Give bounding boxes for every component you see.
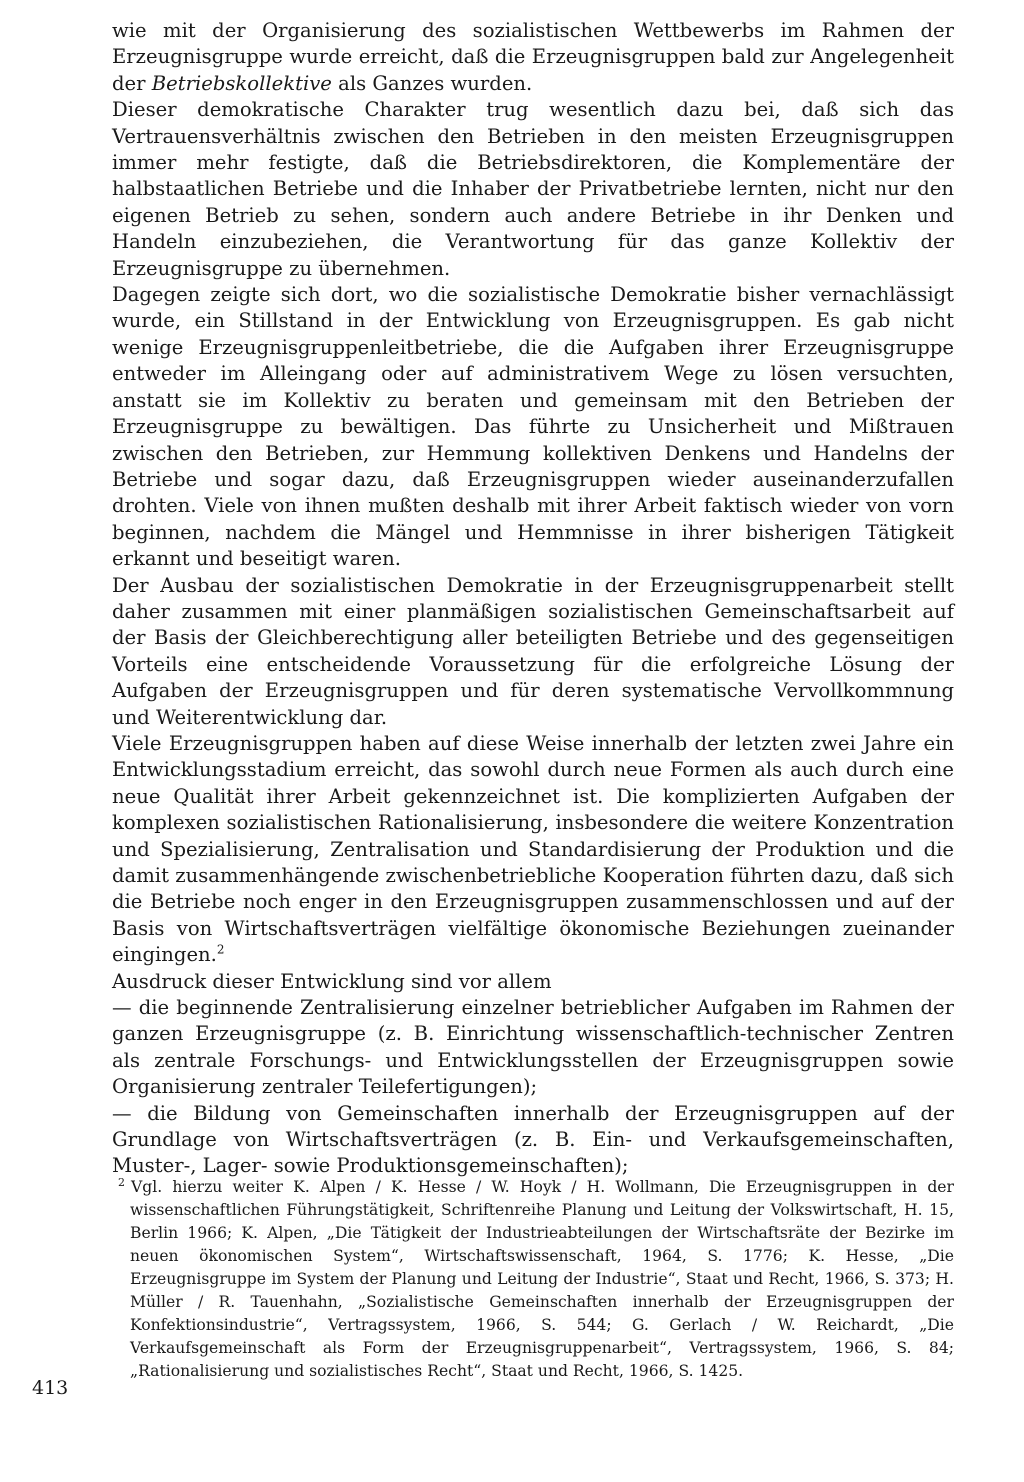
paragraph-1-text-end: als Ganzes wurden. <box>331 71 533 95</box>
footnote-number: 2 <box>118 1175 125 1189</box>
paragraph-1 <box>112 18 954 97</box>
footnote <box>112 1176 954 1383</box>
footnote-reference[interactable]: 2 <box>216 942 225 957</box>
paragraph-5 <box>112 731 954 969</box>
list-item: — die Bildung von Gemeinschaften innerhalb der Erzeugnisgruppen auf der Grundlage von Wirtschaftsverträgen (z. B. Ein- und Verkaufsgemeinschaften, Muster-, Lager- sowie Produktionsgemeinschaften); <box>112 1101 954 1178</box>
paragraph-2: Dieser demokratische Charakter trug wesentlich dazu bei, daß sich das Vertrauensverhältnis zwischen den Betrieben in den meisten Erzeugnisgruppen immer mehr festigte, daß die Betriebsdirektoren, die Komplementäre der halbstaatlichen Betriebe und die Inhaber der Privatbetriebe lernten, nicht nur den eigenen Betrieb zu sehen, sondern auch andere Betriebe in ihr Denken und Handeln einzubeziehen, die Verantwortung für das ganze Kollektiv der Erzeugnisgruppe zu übernehmen. <box>112 98 954 280</box>
footnote-text: Vgl. hierzu weiter K. Alpen / K. Hesse / W. Hoyk / H. Wollmann, Die Erzeugnisgruppen in der wissenschaftlichen Führungstätigkeit, Schriftenreihe Planung und Leitung der Volkswirtschaft, H. 15, Berlin 1966; K. Alpen, „Die Tätigkeit der Industrieabteilungen der Wirtschaftsräte der Bezirke im neuen ökonomischen System“, Wirtschaftswissenschaft, 1964, S. 1776; K. Hesse, „Die Erzeugnisgruppe im System der Planung und Leitung der Industrie“, Staat und Recht, 1966, S. 373; H. Müller / R. Tauenhahn, „Sozialistische Gemeinschaften innerhalb der Erzeugnisgruppen der Konfektionsindustrie“, Vertragssystem, 1966, S. 544; G. Gerlach / W. Reichardt, „Die Verkaufsgemeinschaft als Form der Erzeugnisgruppenarbeit“, Vertragssystem, 1966, S. 84; „Rationalisierung und sozialistisches Recht“, Staat und Recht, 1966, S. 1425. <box>130 1178 954 1380</box>
paragraph-1-text-start: wie mit der Organisierung des sozialistischen Wettbewerbs im Rahmen der Erzeugnisgruppe wurde erreicht, daß die Erzeugnisgruppen bald zur Angelegenheit der <box>112 19 954 95</box>
footnote-entry <box>112 1176 954 1383</box>
page-number: 413 <box>32 1377 69 1399</box>
paragraph-6: Ausdruck dieser Entwicklung sind vor allem <box>112 969 552 993</box>
paragraph-3: Dagegen zeigte sich dort, wo die sozialistische Demokratie bisher vernachlässigt wurde, ein Stillstand in der Entwicklung von Erzeugnisgruppen. Es gab nicht wenige Erzeugnisgruppenleitbetriebe, die die Aufgaben ihrer Erzeugnisgruppe entweder im Alleingang oder auf administrativem Wege zu lösen versuchten, anstatt sie im Kollektiv zu beraten und gemeinsam mit den Betrieben der Erzeugnisgruppe zu bewältigen. Das führte zu Unsicherheit und Mißtrauen zwischen den Betrieben, zur Hemmung kollektiven Denkens und Handelns der Betriebe und sogar dazu, daß Erzeugnisgruppen wieder auseinanderzufallen drohten. Viele von ihnen mußten deshalb mit ihrer Arbeit faktisch wieder von vorn beginnen, nachdem die Mängel und Hemmnisse in ihrer bisherigen Tätigkeit erkannt und beseitigt waren. <box>112 283 954 571</box>
paragraph-5-text: Viele Erzeugnisgruppen haben auf diese Weise innerhalb der letzten zwei Jahre ein Entwicklungsstadium erreicht, das sowohl durch neue Formen als auch durch eine neue Qualität ihrer Arbeit gekennzeichnet ist. Die komplizierten Aufgaben der komplexen sozialistischen Rationalisierung, insbesondere die weitere Konzentration und Spezialisierung, Zentralisation und Standardisierung der Produktion und die damit zusammenhängende zwischenbetriebliche Kooperation führten dazu, daß sich die Betriebe noch enger in den Erzeugnisgruppen zusammenschlossen und auf der Basis von Wirtschaftsverträgen vielfältige ökonomische Beziehungen zueinander eingingen. <box>112 731 954 967</box>
body-text <box>112 18 954 1180</box>
list-item: — die beginnende Zentralisierung einzelner betrieblicher Aufgaben im Rahmen der ganzen Erzeugnisgruppe (z. B. Einrichtung wissenschaftlich-technischer Zentren als zentrale Forschungs- und Entwicklungsstellen der Erzeugnisgruppen sowie Organisierung zentraler Teilefertigungen); <box>112 996 954 1099</box>
paragraph-4: Der Ausbau der sozialistischen Demokratie in der Erzeugnisgruppenarbeit stellt daher zusammen mit einer planmäßigen sozialistischen Gemeinschaftsarbeit auf der Basis der Gleichberechtigung aller beteiligten Betriebe und des gegenseitigen Vorteils eine entscheidende Voraussetzung für die erfolgreiche Lösung der Aufgaben der Erzeugnisgruppen und für deren systematische Vervollkommnung und Weiterentwicklung dar. <box>112 573 954 729</box>
emphasis-betriebskollektive: Betriebskollektive <box>151 71 332 95</box>
